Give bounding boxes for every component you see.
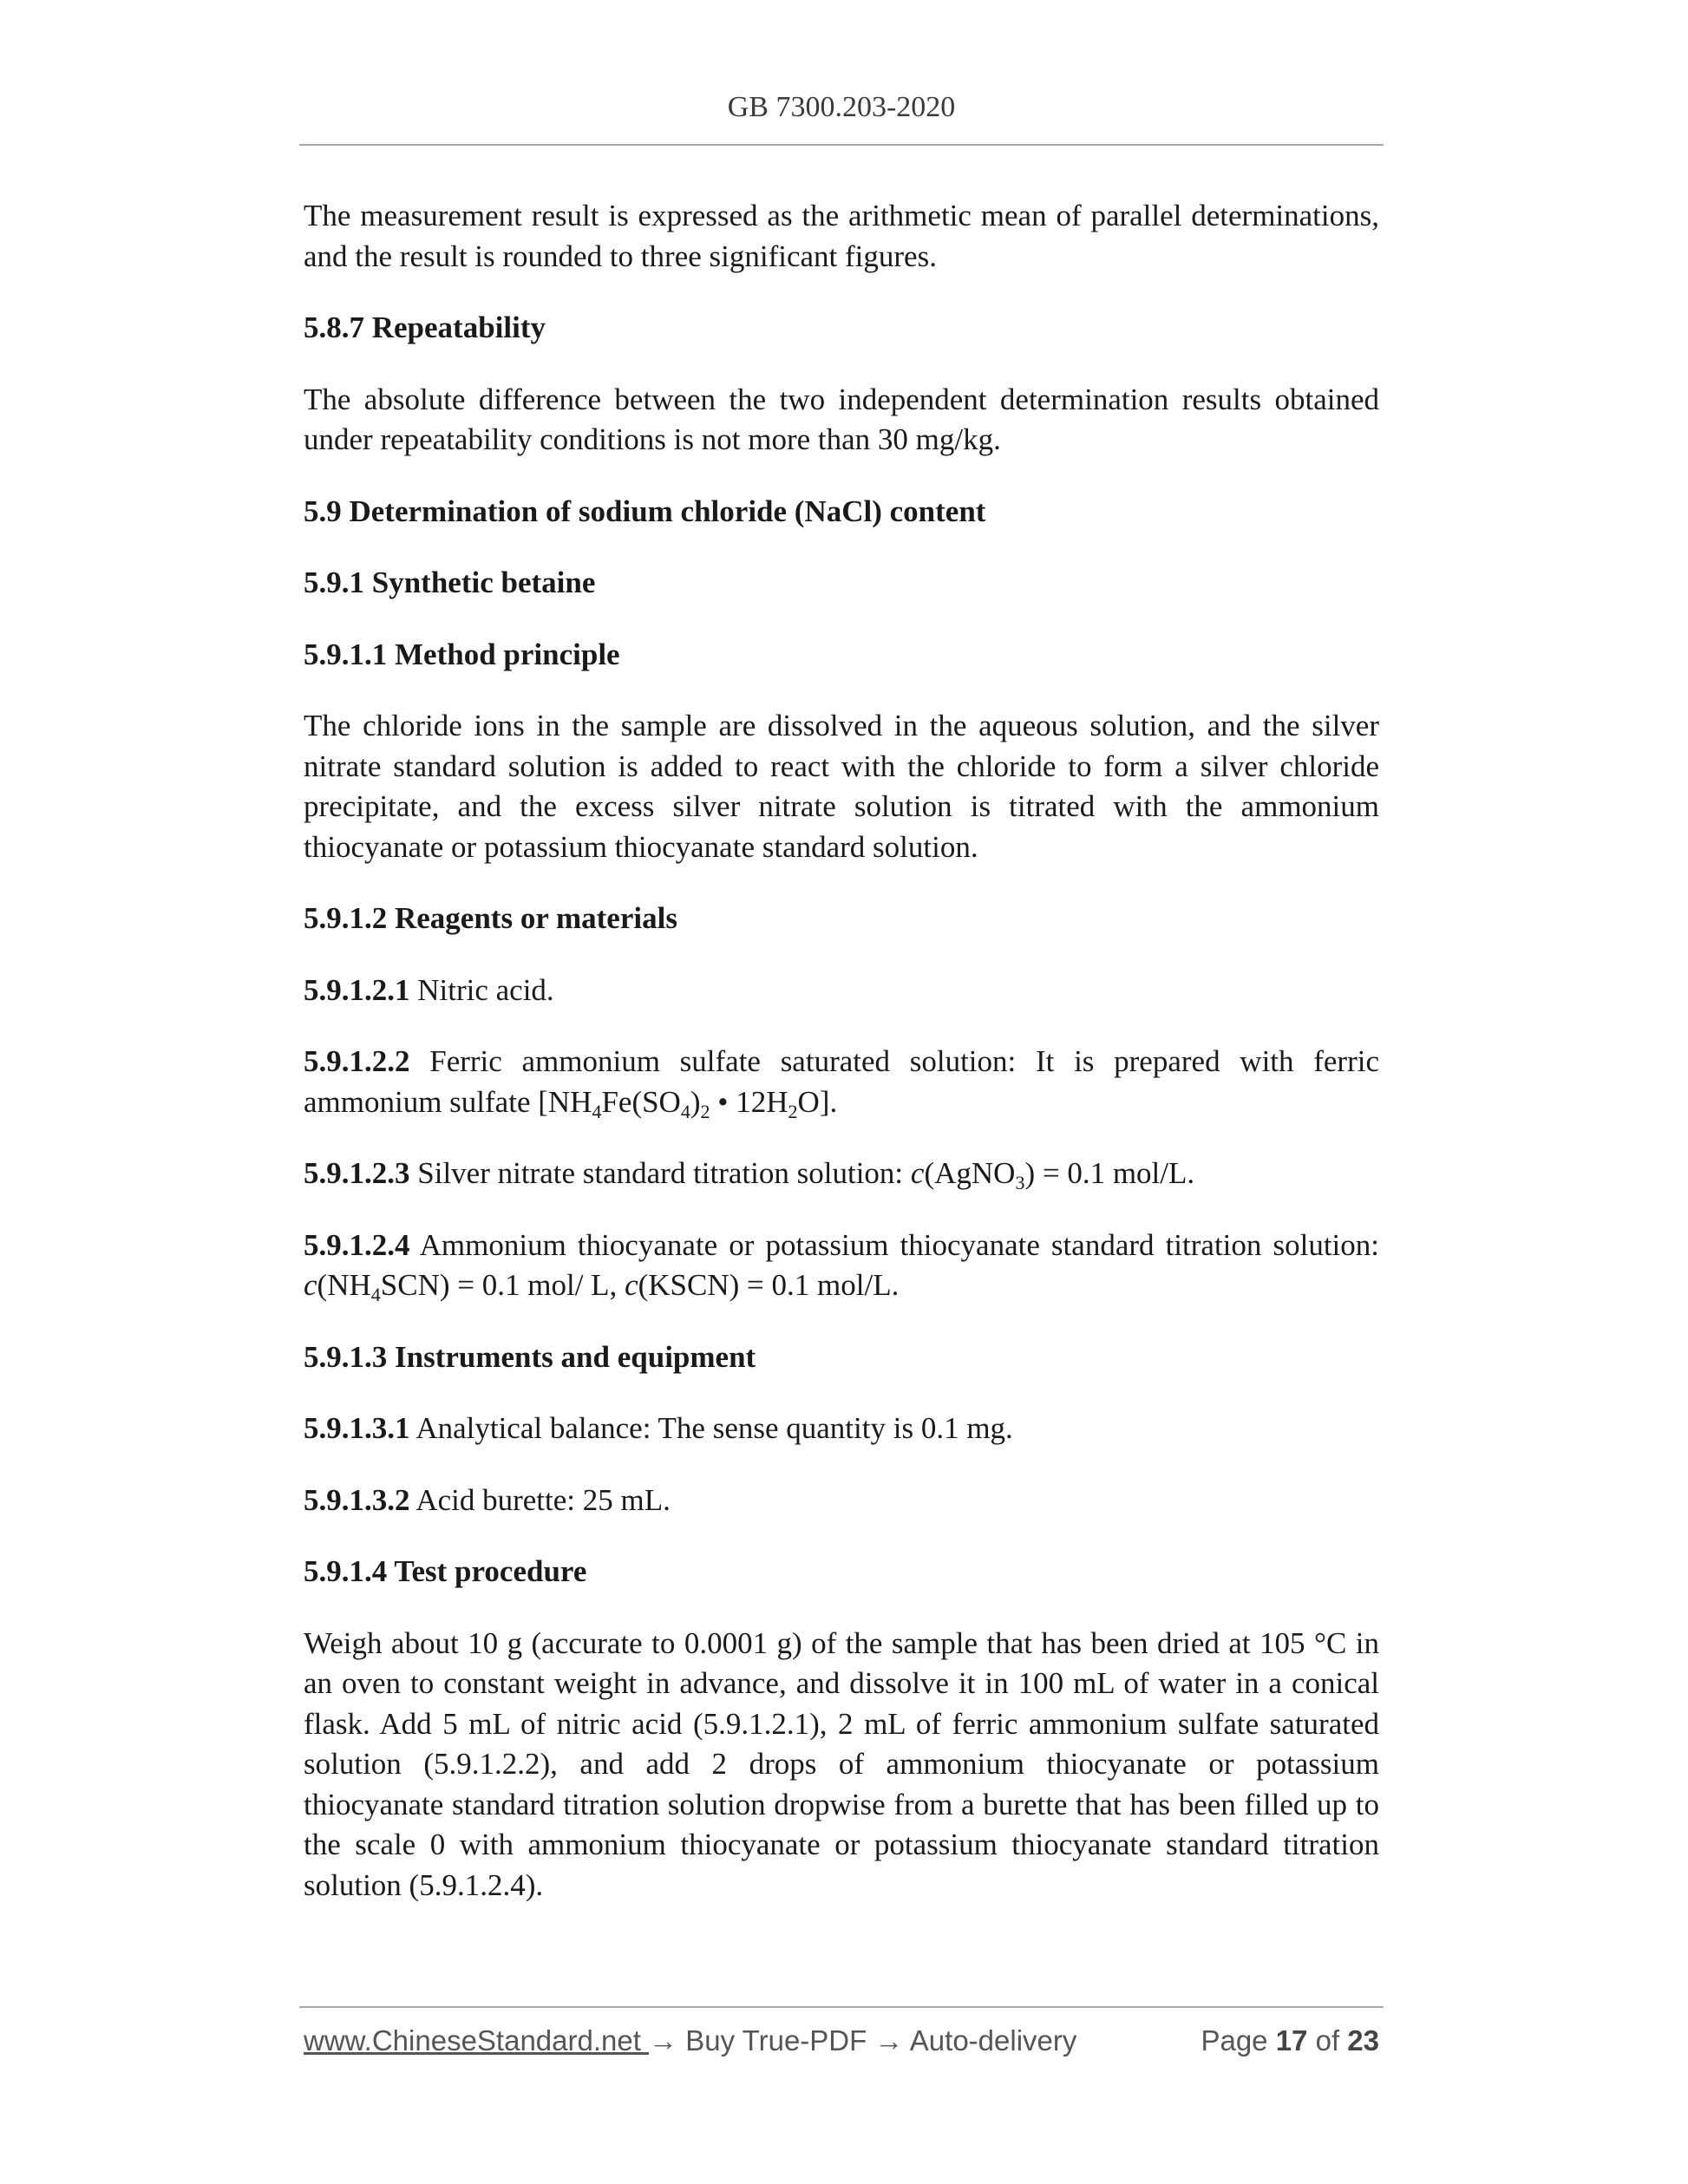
clause-text: (KSCN) = 0.1 mol/L. [638, 1268, 900, 1302]
heading-5-9-1-3: 5.9.1.3 Instruments and equipment [304, 1339, 756, 1374]
page-header: GB 7300.203-2020 [727, 91, 956, 123]
heading-5-9-1-1: 5.9.1.1 Method principle [304, 637, 620, 671]
clause-text: Ferric ammonium sulfate saturated solution: It is prepared with ferric ammonium sulfate [NH [304, 1044, 1379, 1119]
heading-5-9-1: 5.9.1 Synthetic betaine [304, 566, 596, 599]
clause-number: 5.9.1.2.2 [304, 1044, 410, 1078]
clause-5-9-1-3-1 [304, 1409, 1379, 1449]
clause-5-9-1-2-4 [304, 1226, 1379, 1306]
footer-divider [299, 2006, 1384, 2008]
clause-text: SCN) = 0.1 mol/ L, [380, 1268, 625, 1302]
clause-text: Ammonium thiocyanate or potassium thiocyanate standard titration solution: [409, 1227, 1379, 1262]
clause-5-9-1-3-2 [304, 1481, 1379, 1521]
clause-number: 5.9.1.2.3 [304, 1156, 410, 1190]
subscript: 4 [370, 1284, 381, 1305]
arrow-right-icon: → [649, 2024, 678, 2056]
heading-5-9-1-2: 5.9.1.2 Reagents or materials [304, 901, 677, 935]
clause-number: 5.9.1.3.2 [304, 1482, 410, 1517]
site-link[interactable]: www.ChineseStandard.net [304, 2024, 650, 2056]
delivery-label: Auto-delivery [903, 2024, 1077, 2056]
heading-5-9: 5.9 Determination of sodium chloride (NaCl) content [304, 494, 986, 528]
paragraph-repeatability: The absolute difference between the two independent determination results obtained under repeatability conditions is not more than 30 mg/kg. [304, 382, 1379, 456]
clause-5-9-1-2-1 [304, 971, 1379, 1011]
page-number [1201, 2024, 1379, 2058]
header-divider [299, 144, 1384, 146]
clause-text: Acid burette: 25 mL. [409, 1482, 671, 1517]
clause-text: ) [690, 1084, 701, 1119]
subscript: 2 [788, 1100, 798, 1122]
total-pages: 23 [1347, 2024, 1379, 2056]
clause-number: 5.9.1.3.1 [304, 1411, 410, 1445]
concentration-symbol: c [910, 1156, 925, 1190]
clause-text: Analytical balance: The sense quantity is 0.1 mg. [409, 1411, 1013, 1445]
heading-5-9-1-4: 5.9.1.4 Test procedure [304, 1554, 587, 1588]
clause-text: Fe(SO [601, 1084, 681, 1119]
paragraph-method-principle: The chloride ions in the sample are dissolved in the aqueous solution, and the silver nitrate standard solution is added to react with the chloride to form a silver chloride precipitate, and the excess silver nitrate solution is titrated with the ammonium thiocyanate or potassium thiocyanate standard solution. [304, 709, 1379, 864]
page-label: Page [1201, 2024, 1276, 2056]
clause-5-9-1-2-2 [304, 1042, 1379, 1122]
clause-text: (NH [317, 1268, 371, 1302]
subscript: 4 [680, 1100, 690, 1122]
clause-5-9-1-2-3 [304, 1154, 1379, 1194]
clause-text: ) = 0.1 mol/L. [1024, 1156, 1195, 1190]
arrow-right-icon: → [874, 2024, 904, 2056]
clause-text: • 12H [710, 1084, 788, 1119]
document-body [304, 196, 1379, 1937]
concentration-symbol: c [304, 1268, 317, 1302]
clause-text: Silver nitrate standard titration solution: [409, 1156, 911, 1190]
clause-number: 5.9.1.2.4 [304, 1227, 410, 1262]
footer-promo [304, 2024, 1076, 2058]
subscript: 2 [700, 1100, 710, 1122]
current-page: 17 [1275, 2024, 1308, 2056]
paragraph-test-procedure: Weigh about 10 g (accurate to 0.0001 g) of the sample that has been dried at 105 °C in an oven to constant weight in advance, and dissolve it in 100 mL of water in a conical flask. Add 5 mL of nitric acid (5.9.1.2.1), 2 mL of ferric ammonium sulfate saturated solution (5.9.1.2.2), and add 2 drops of ammonium thiocyanate or potassium thiocyanate standard titration solution dropwise from a burette that has been filled up to the scale 0 with ammonium thiocyanate or potassium thiocyanate standard titration solution (5.9.1.2.4). [304, 1625, 1379, 1902]
paragraph-result-expression: The measurement result is expressed as the arithmetic mean of parallel determinations, and the result is rounded to three significant figures. [304, 199, 1379, 273]
heading-5-8-7: 5.8.7 Repeatability [304, 311, 546, 344]
clause-text: (AgNO [924, 1156, 1016, 1190]
concentration-symbol: c [625, 1268, 638, 1302]
clause-text: Nitric acid. [409, 972, 554, 1007]
of-label: of [1307, 2024, 1348, 2056]
buy-label: Buy True-PDF [677, 2024, 875, 2056]
subscript: 3 [1015, 1172, 1025, 1193]
clause-text: O]. [797, 1084, 838, 1119]
clause-number: 5.9.1.2.1 [304, 972, 410, 1007]
subscript: 4 [592, 1100, 602, 1122]
